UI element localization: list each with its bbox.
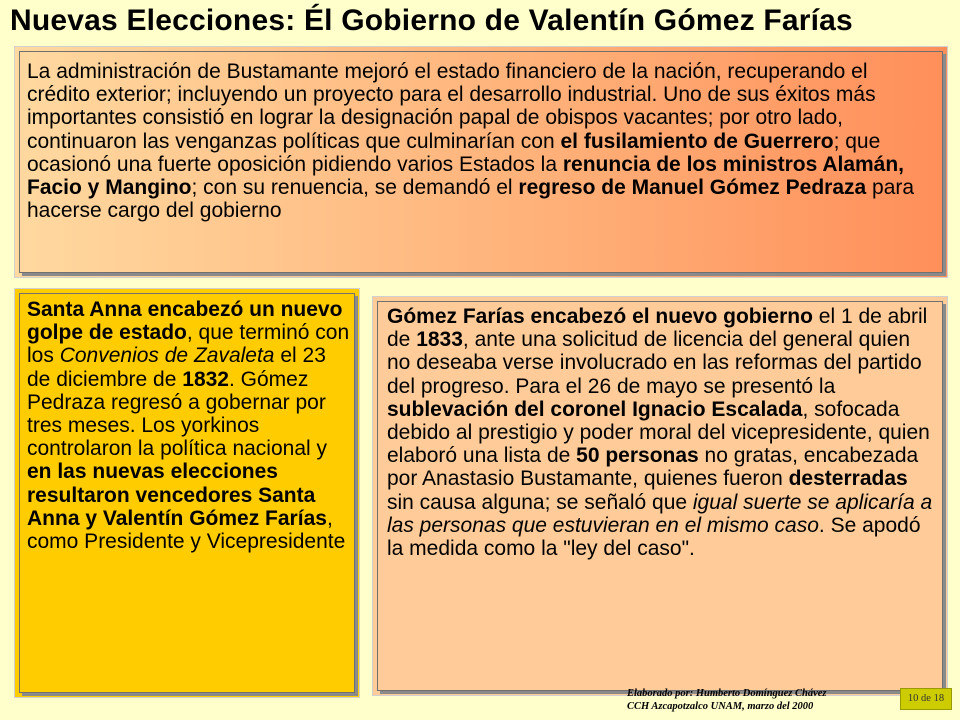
text-run: para hacerse cargo del gobierno: [27, 176, 915, 223]
author-line: Elaborado por: Humberto Domínguez Chávez: [627, 688, 827, 699]
text-run: . Se apodó la medida como la "ley del caso".: [387, 513, 921, 561]
bold-text-run: renuncia de los ministros Alamán, Facio y Mangino: [27, 152, 905, 200]
italic-text-run: Convenios de Zavaleta: [59, 344, 275, 368]
left-panel-text: [27, 298, 351, 553]
right-text-panel: [372, 296, 948, 696]
text-run: no gratas, encabezada por Anastasio Bustamante, quienes fueron: [387, 444, 919, 491]
bold-text-run: regreso de Manuel Gómez Pedraza: [518, 176, 867, 200]
text-run: el 23 de diciembre de: [27, 344, 326, 391]
bold-text-run: Santa Anna encabezó un nuevo golpe de estado: [27, 298, 343, 345]
text-run: La administración de Bustamante mejoró el estado financiero de la nación, recuperando el crédito exterior; incluyendo un proyecto para el desarrollo industrial. Uno de sus éxitos más importantes consistió en lograr la designación papal de obispos vacantes; por otro lado, continuaron las venganzas políticas que culminarían con: [27, 60, 876, 153]
text-run: , ante una solicitud de licencia del general quien no deseaba verse involucrado en las reformas del partido del progreso. Para el 26 de mayo se presentó la: [387, 328, 922, 398]
italic-text-run: igual suerte se aplicaría a las personas que estuvieran en el mismo caso: [387, 490, 933, 537]
text-run: ; que ocasionó una fuerte oposición pidiendo varios Estados la: [27, 129, 881, 176]
institution-line: CCH Azcapotzalco UNAM, marzo del 2000: [627, 701, 814, 712]
bold-text-run: sublevación del coronel Ignacio Escalada: [387, 397, 803, 421]
bold-text-run: el fusilamiento de Guerrero: [560, 129, 834, 153]
author-credit: [627, 687, 827, 713]
text-run: sin causa alguna; se señaló que: [387, 490, 693, 514]
bold-text-run: 1833: [416, 328, 463, 352]
bold-text-run: Gómez Farías encabezó el nuevo gobierno: [387, 305, 813, 328]
text-run: , sofocada debido al prestigio y poder moral del vicepresidente, quien elaboró una lista de: [387, 397, 930, 468]
text-run: . Gómez Pedraza regresó a gobernar por tres meses. Los yorkinos controlaron la política nacional y: [27, 367, 328, 461]
top-text-panel: [14, 46, 948, 278]
right-panel-text: [387, 305, 939, 560]
bold-text-run: 1832: [182, 367, 229, 391]
bold-text-run: desterradas: [788, 467, 908, 491]
left-text-panel: [14, 288, 360, 698]
slide-title: Nuevas Elecciones: Él Gobierno de Valentín Gómez Farías: [10, 4, 853, 37]
text-run: , como Presidente y Vicepresidente: [27, 506, 346, 554]
bold-text-run: 50 personas: [576, 444, 699, 468]
top-panel-text: [27, 60, 935, 222]
text-run: , que terminó con los: [27, 321, 350, 368]
bold-text-run: en las nuevas elecciones resultaron vencedores Santa Anna y Valentín Gómez Farías: [27, 460, 327, 530]
text-run: el 1 de abril de: [387, 305, 928, 352]
text-run: ; con su renuencia, se demandó el: [191, 176, 519, 200]
page-number-badge[interactable]: 10 de 18: [900, 688, 952, 710]
